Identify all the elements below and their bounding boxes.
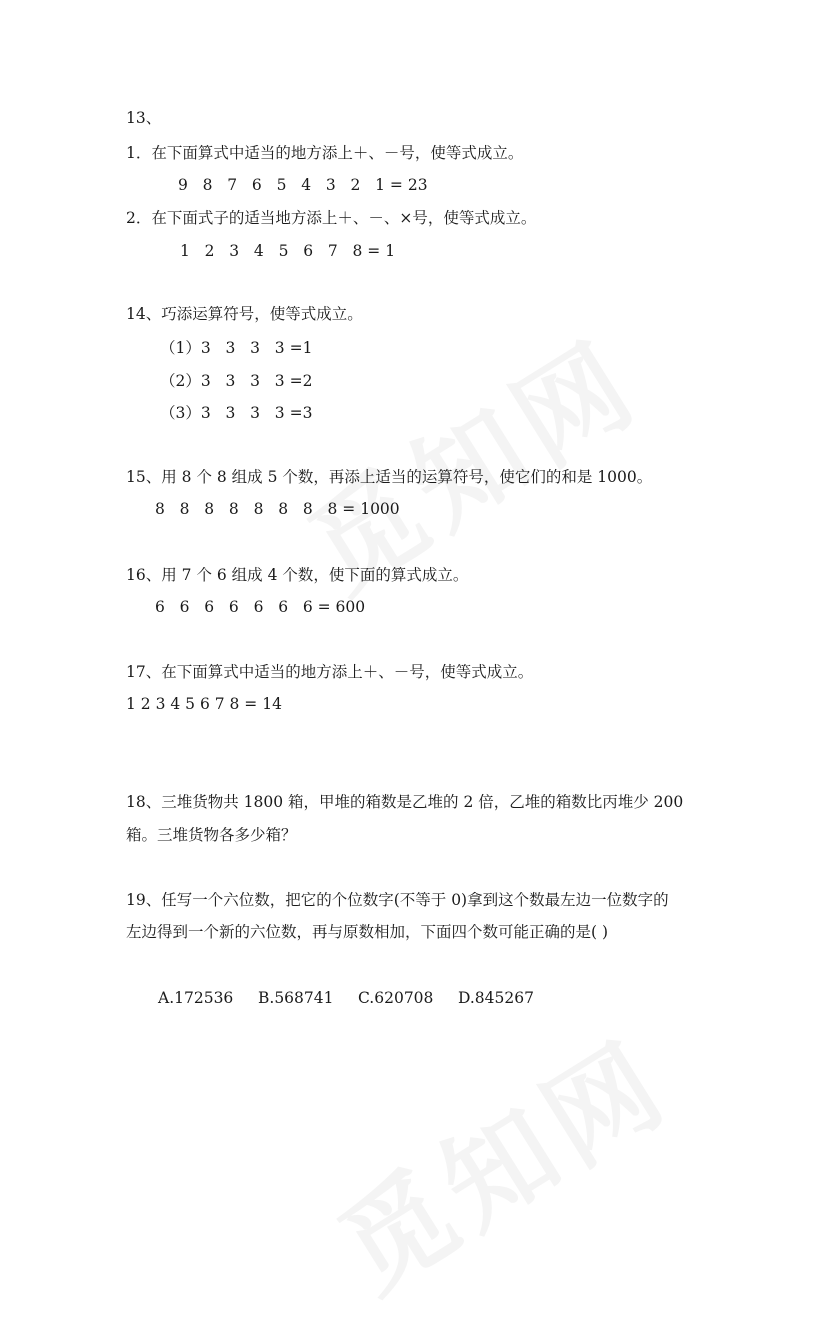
q18-text-line-2: 箱。三堆货物各多少箱？ xyxy=(126,826,297,844)
q14-1-expression: （1）3 3 3 3 =1 xyxy=(160,339,313,357)
q17-expression: 1 2 3 4 5 6 7 8 = 14 xyxy=(126,695,282,713)
q13-number: 13、 xyxy=(126,109,162,127)
q17-text: 17、在下面算式中适当的地方添上＋、－号，使等式成立。 xyxy=(126,663,534,681)
q19-option-b: B.568741 xyxy=(258,989,334,1007)
q15-text: 15、用 8 个 8 组成 5 个数，再添上适当的运算符号，使它们的和是 1000。 xyxy=(126,468,653,486)
q15-expression: 8 8 8 8 8 8 8 8 = 1000 xyxy=(155,500,400,518)
q18-text-line-1: 18、三堆货物共 1800 箱，甲堆的箱数是乙堆的 2 倍，乙堆的箱数比丙堆少 200 xyxy=(126,793,684,811)
watermark-logo-bottom xyxy=(305,997,694,1321)
q19-option-a: A.172536 xyxy=(158,989,234,1007)
q14-2-expression: （2）3 3 3 3 =2 xyxy=(160,372,313,390)
q19-option-d: D.845267 xyxy=(458,989,534,1007)
q19-option-c: C.620708 xyxy=(358,989,434,1007)
q19-text-line-1: 19、任写一个六位数，把它的个位数字(不等于 0)拿到这个数最左边一位数字的 xyxy=(126,891,669,909)
q14-text: 14、巧添运算符号，使等式成立。 xyxy=(126,305,363,323)
q13-1-text: 1．在下面算式中适当的地方添上＋、－号，使等式成立。 xyxy=(126,144,524,162)
q13-2-expression: 1 2 3 4 5 6 7 8 = 1 xyxy=(180,242,396,260)
q19-text-line-2: 左边得到一个新的六位数，再与原数相加，下面四个数可能正确的是( ) xyxy=(126,923,609,941)
q13-2-text: 2．在下面式子的适当地方添上＋、－、×号，使等式成立。 xyxy=(126,209,537,227)
q14-3-expression: （3）3 3 3 3 =3 xyxy=(160,404,313,422)
q13-1-expression: 9 8 7 6 5 4 3 2 1 = 23 xyxy=(178,176,428,194)
q16-text: 16、用 7 个 6 组成 4 个数，使下面的算式成立。 xyxy=(126,566,469,584)
q16-expression: 6 6 6 6 6 6 6 = 600 xyxy=(155,598,366,616)
